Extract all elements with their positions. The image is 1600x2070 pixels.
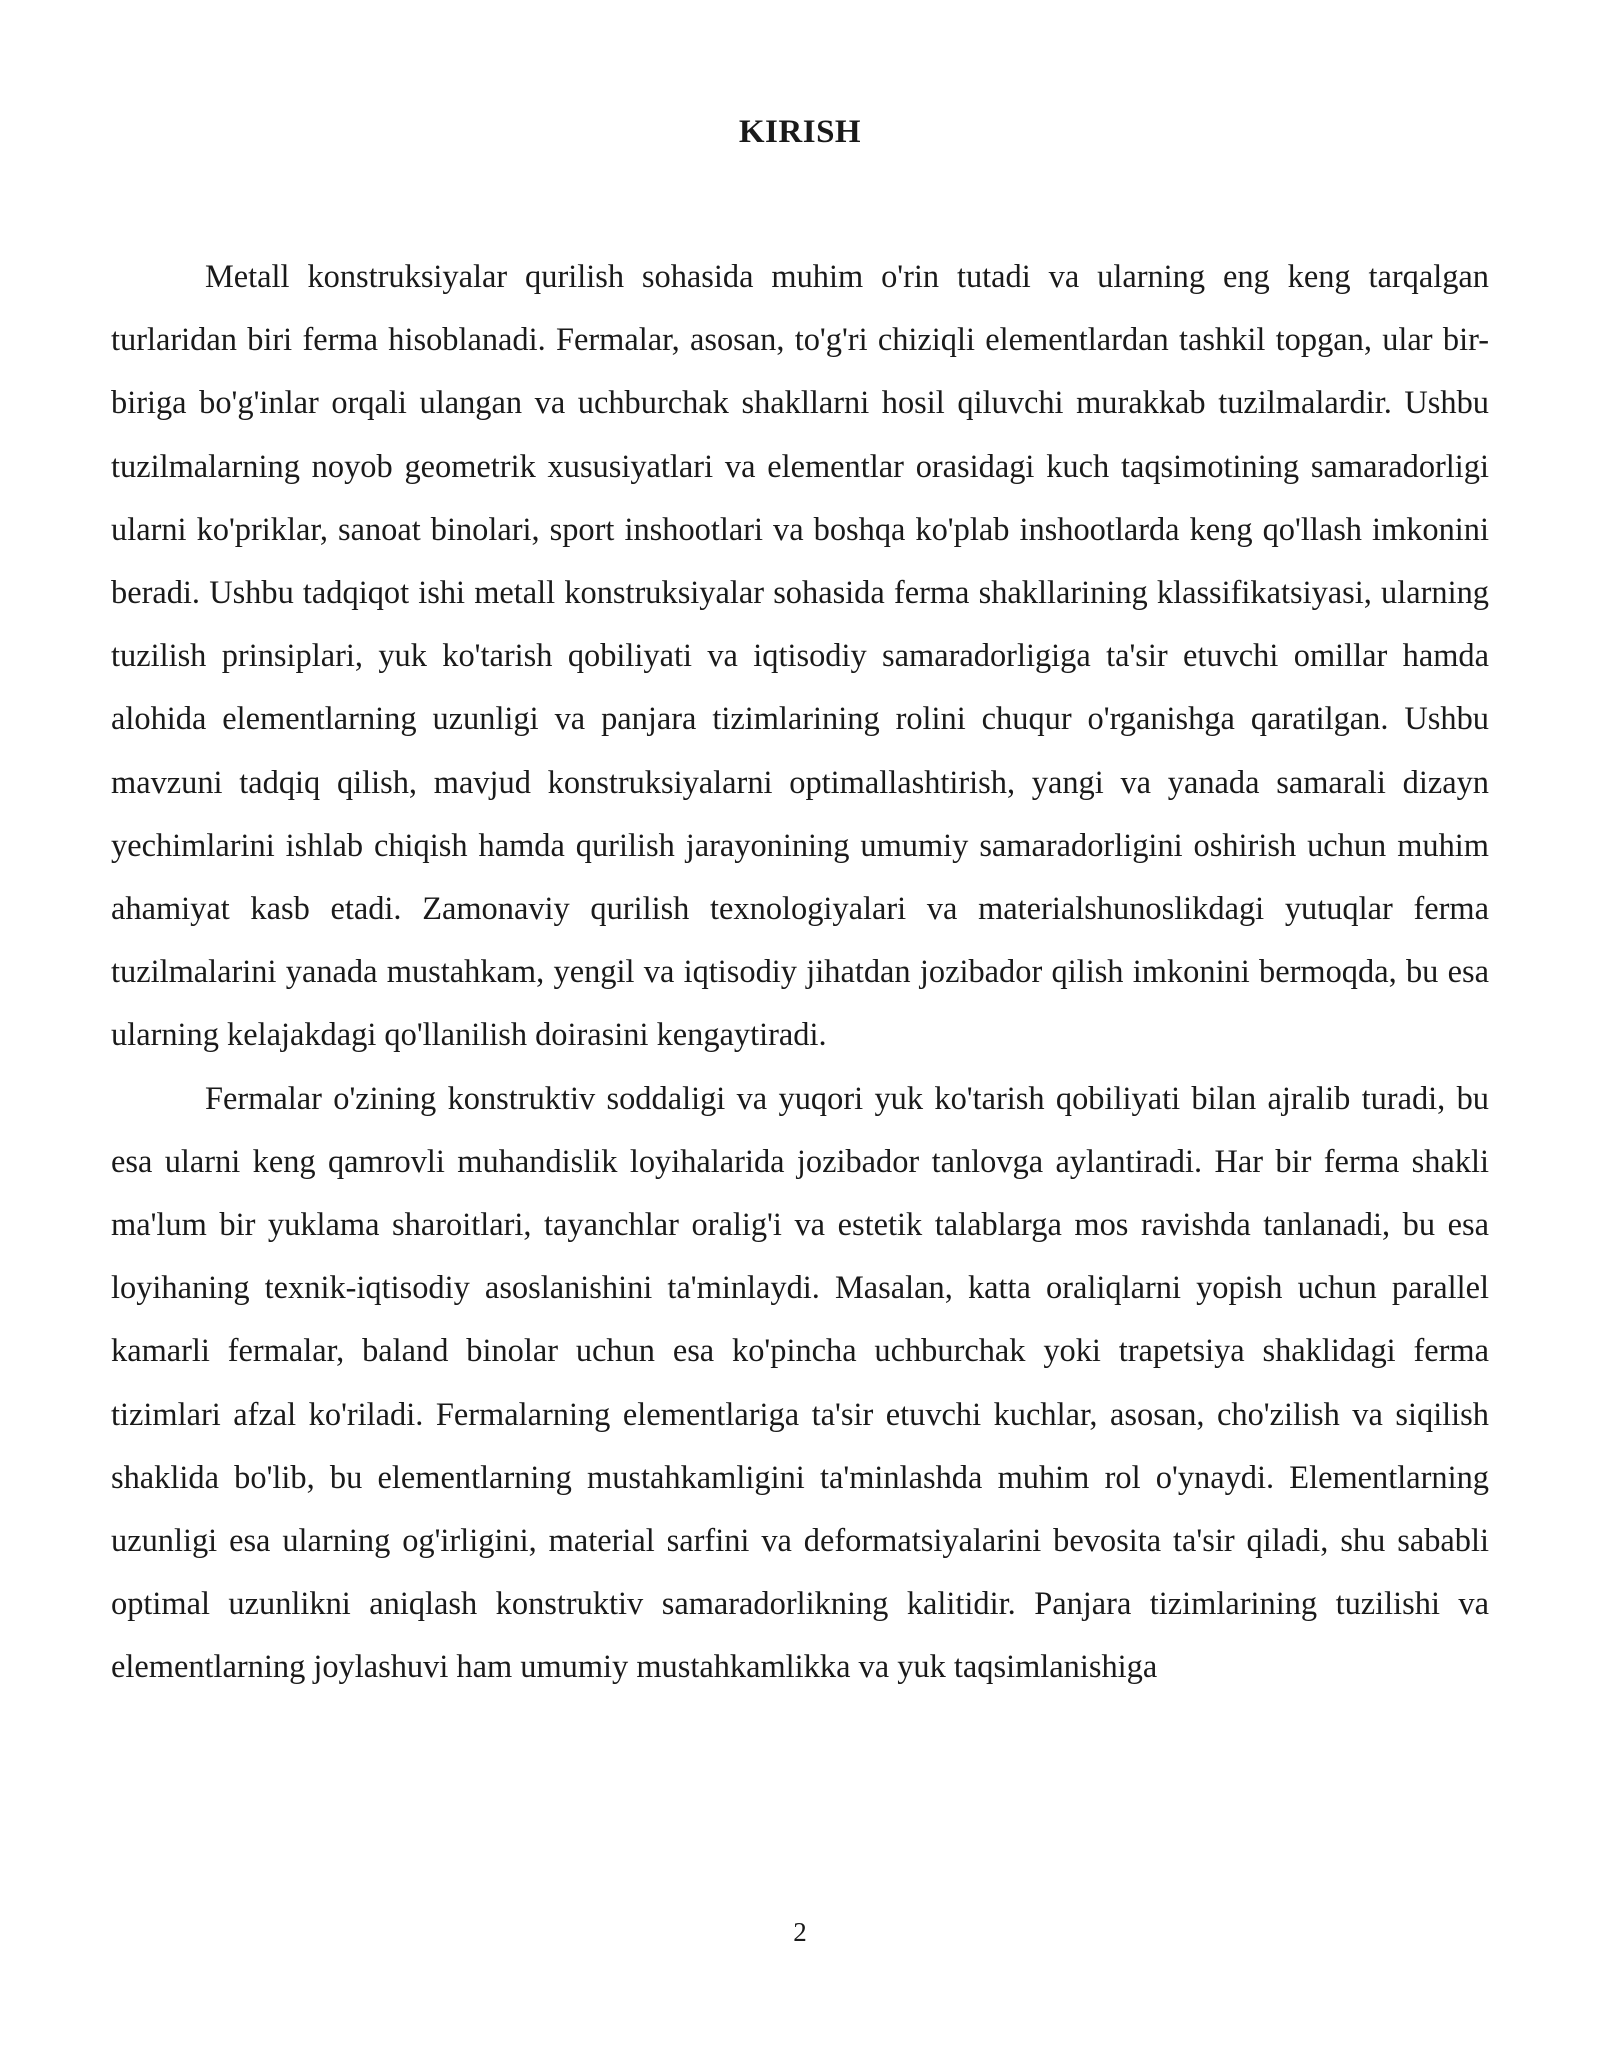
paragraph-1: Metall konstruksiyalar qurilish sohasida muhim o'rin tutadi va ularning eng keng tarqalgan turlaridan biri ferma hisoblanadi. Fermalar, asosan, to'g'ri chiziqli elementlardan tashkil topgan, ular bir-biriga bo'g'inlar orqali ulangan va uchburchak shakllarni hosil qiluvchi murakkab tuzilmalardir. Ushbu tuzilmalarning noyob geometrik xususiyatlari va elementlar orasidagi kuch taqsimotining samaradorligi ularni ko'priklar, sanoat binolari, sport inshootlari va boshqa ko'plab inshootlarda keng qo'llash imkonini beradi. Ushbu tadqiqot ishi metall konstruksiyalar sohasida ferma shakllarining klassifikatsiyasi, ularning tuzilish prinsiplari, yuk ko'tarish qobiliyati va iqtisodiy samaradorligiga ta'sir etuvchi omillar hamda alohida elementlarning uzunligi va panjara tizimlarining rolini chuqur o'rganishga qaratilgan. Ushbu mavzuni tadqiq qilish, mavjud konstruksiyalarni optimallashtirish, yangi va yanada samarali dizayn yechimlarini ishlab chiqish hamda qurilish jarayonining umumiy samaradorligini oshirish uchun muhim ahamiyat kasb etadi. Zamonaviy qurilish texnologiyalari va materialshunoslikdagi yutuqlar ferma tuzilmalarini yanada mustahkam, yengil va iqtisodiy jihatdan jozibador qilish imkonini bermoqda, bu esa ularning kelajakdagi qo'llanilish doirasini kengaytiradi. bbox=[111, 259, 1489, 1054]
page-title: KIRISH bbox=[738, 114, 862, 150]
paragraph-2: Fermalar o'zining konstruktiv soddaligi va yuqori yuk ko'tarish qobiliyati bilan ajralib turadi, bu esa ularni keng qamrovli muhandislik loyihalarida jozibador tanlovga aylantiradi. Har bir ferma shakli ma'lum bir yuklama sharoitlari, tayanchlar oralig'i va estetik talablarga mos ravishda tanlanadi, bu esa loyihaning texnik-iqtisodiy asoslanishini ta'minlaydi. Masalan, katta oraliqlarni yopish uchun parallel kamarli fermalar, baland binolar uchun esa ko'pincha uchburchak yoki trapetsiya shaklidagi ferma tizimlari afzal ko'riladi. Fermalarning elementlariga ta'sir etuvchi kuchlar, asosan, cho'zilish va siqilish shaklida bo'lib, bu elementlarning mustahkamligini ta'minlashda muhim rol o'ynaydi. Elementlarning uzunligi esa ularning og'irligini, material sarfini va deformatsiyalarini bevosita ta'sir qiladi, shu sababli optimal uzunlikni aniqlash konstruktiv samaradorlikning kalitidir. Panjara tizimlarining tuzilishi va elementlarning joylashuvi ham umumiy mustahkamlikka va yuk taqsimlanishiga bbox=[111, 1080, 1489, 1686]
page-number: 2 bbox=[793, 1917, 807, 1947]
body-text bbox=[111, 246, 1489, 1700]
